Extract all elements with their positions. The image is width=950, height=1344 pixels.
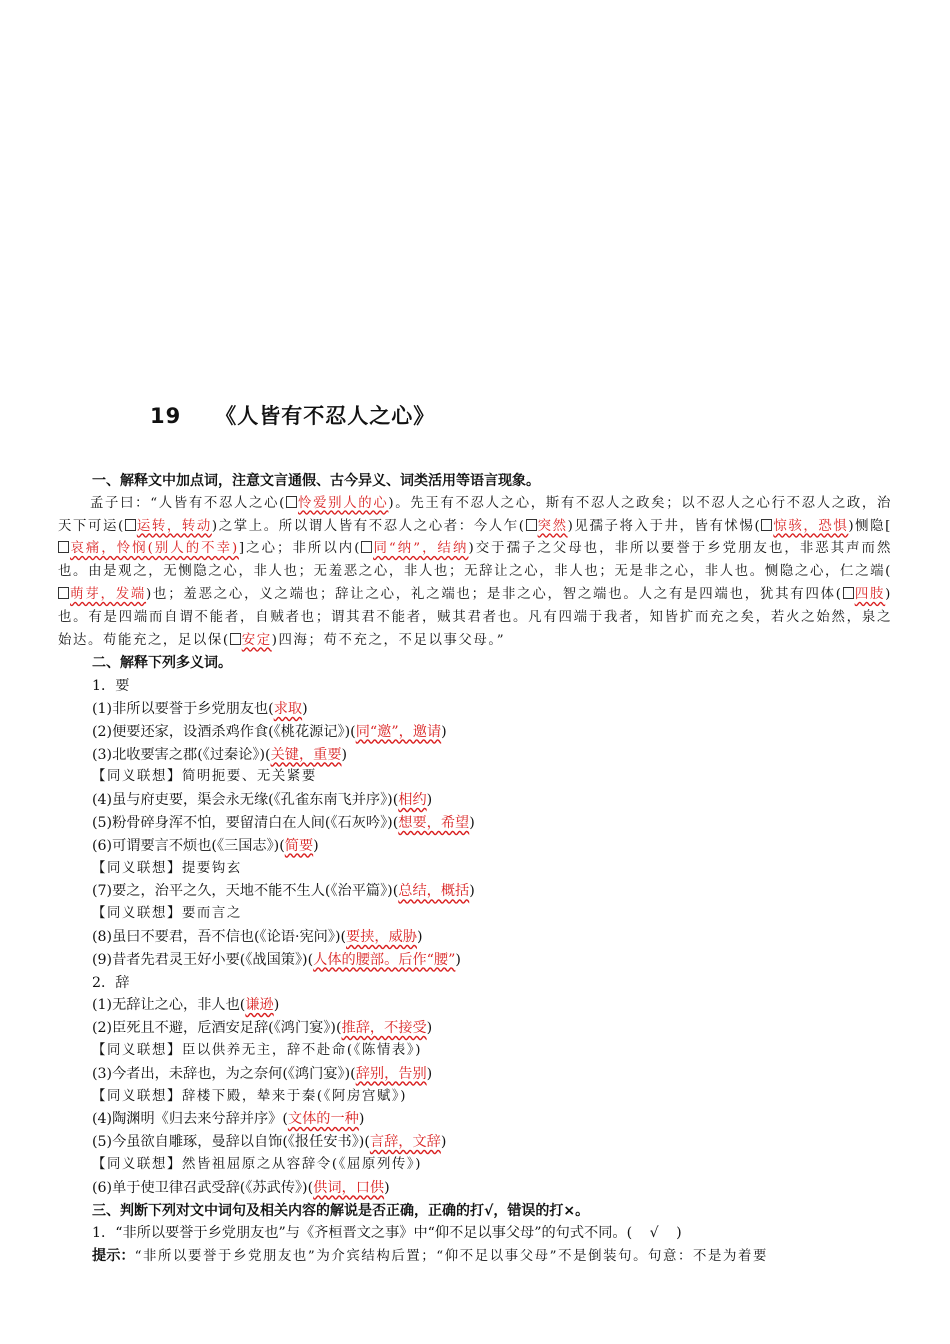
- polysemy-list: [58, 675, 892, 1199]
- item-close: ): [341, 746, 348, 763]
- association-line: 【同义联想】提要钩玄: [92, 860, 242, 876]
- item-close: ): [273, 997, 280, 1014]
- checkbox-icon: [230, 633, 241, 645]
- answer-text: 人体的腰部。后作“腰”: [313, 951, 456, 968]
- list-item: [58, 1017, 892, 1040]
- passage-text: ]之心；非所以内(: [238, 541, 362, 557]
- item-text: (6)可谓要言不烦也(《三国志》)(: [92, 837, 285, 854]
- question-text: 1．“非所以要誉于乡党朋友也”与《齐桓晋文之事》中“仰不足以事父母”的句式不同。(: [92, 1225, 633, 1242]
- item-text: (6)单于使卫律召武受辞(《苏武传》)(: [92, 1179, 314, 1196]
- item-close: ): [313, 837, 319, 854]
- section3-heading: 三、判断下列对文中词句及相关内容的解说是否正确，正确的打√，错误的打×。: [92, 1202, 590, 1219]
- passage-paragraph: [58, 493, 892, 653]
- answer-text: 文体的一种: [287, 1111, 359, 1128]
- list-item: [58, 812, 892, 835]
- answer-text: 相约: [398, 792, 427, 809]
- item-close: ): [416, 928, 423, 945]
- item-close: ): [426, 1020, 433, 1037]
- item-text: (3)北收要害之郡(《过秦论》)(: [92, 746, 271, 763]
- item-text: (7)要之，治平之久，天地不能不生人(《治平篇》)(: [92, 883, 399, 900]
- association-line: 【同义联想】要而言之: [92, 906, 242, 922]
- item-close: ): [455, 951, 461, 968]
- checkbox-icon: [761, 519, 772, 531]
- association-line: 【同义联想】然皆祖屈原之从容辞令(《屈原列传》): [92, 1156, 423, 1172]
- passage-text: )也；羞恶之心，义之端也；辞让之心，礼之端也；是非之心，智之端也。人之有是四端也，犹其有四体(: [146, 586, 843, 602]
- item-text: (8)虽曰不要君，吾不信也(《论语·宪问》)(: [92, 928, 347, 945]
- passage-text: )四海；苟不充之，不足以事父母。”: [271, 632, 506, 648]
- answer-text: 运转，转动: [136, 518, 212, 534]
- list-item: [58, 1131, 892, 1154]
- answer-text: 辞别，告别: [355, 1065, 427, 1082]
- list-item: [58, 721, 892, 744]
- answer-text: 四肢: [854, 586, 886, 602]
- subheading: 1．要: [92, 678, 130, 695]
- item-text: (4)陶渊明《归去来兮辞并序》(: [92, 1111, 288, 1128]
- answer-text: 同“邀”，邀请: [355, 723, 442, 740]
- answer-text: 安定: [241, 632, 272, 648]
- passage-text: )也。有是四端而自谓不能者，自贼者也；谓其君不能者，贼其君者也。凡有四端于我者，知皆扩而充之矣，若火之始然，泉之始达。苟能充之，足以保(: [58, 586, 892, 648]
- item-close: ): [302, 700, 308, 717]
- list-item: [58, 880, 892, 903]
- passage-text: )见孺子将入于井，皆有怵惕(: [567, 518, 762, 534]
- association-line: 【同义联想】简明扼要、无关紧要: [92, 769, 317, 785]
- list-item: [58, 698, 892, 721]
- list-item: [58, 949, 892, 972]
- checkbox-icon: [526, 519, 537, 531]
- item-text: (1)非所以要誉于乡党朋友也(: [92, 700, 274, 717]
- passage-text: )之掌上。所以谓人皆有不忍人之心者：今人乍(: [211, 518, 526, 534]
- lesson-number: 19: [150, 404, 182, 428]
- item-close: ): [469, 883, 475, 900]
- checkbox-icon: [58, 541, 69, 553]
- answer-text: 萌芽，发端: [70, 586, 147, 602]
- checkbox-icon: [58, 587, 69, 599]
- item-close: ): [384, 1179, 390, 1196]
- item-text: (5)粉骨碎身浑不怕，要留清白在人间(《石灰吟》)(: [92, 814, 399, 831]
- section1-heading: 一、解释文中加点词，注意文言通假、古今异义、词类活用等语言现象。: [92, 473, 540, 489]
- item-text: (4)虽与府吏要，渠会永无缘(《孔雀东南飞并序》)(: [92, 792, 399, 809]
- item-text: (5)今虽欲自雕琢，曼辞以自饰(《报任安书》)(: [92, 1134, 370, 1151]
- passage-text: )交于孺子之父母也，非所以要誉于乡党朋友也，非恶其声而然也。由是观之，无恻隐之心，非人也；无羞恶之心，非人也；无辞让之心，非人也；无是非之心，非人也。恻隐之心，仁之端(: [58, 541, 892, 580]
- answer-text: 惊骇，恐惧: [773, 518, 849, 534]
- answer-text: 怜爱别人的心: [297, 495, 389, 511]
- item-close: ): [358, 1111, 365, 1128]
- association-line: 【同义联想】臣以供养无主，辞不赴命(《陈情表》): [92, 1042, 423, 1058]
- passage-text: )。先王有不忍人之心，斯有不忍人之政矣；以不忍人之心行不忍人之政，治天下可运(: [58, 495, 892, 534]
- answer-text: 同“纳”，结纳: [373, 541, 469, 557]
- checkbox-icon: [843, 587, 854, 599]
- passage-text: )恻隐[: [848, 518, 893, 534]
- passage-text: 孟子曰：“人皆有不忍人之心(: [90, 495, 286, 511]
- list-item: [58, 789, 892, 812]
- item-close: ): [426, 1065, 433, 1082]
- answer-text: 要挟，威胁: [346, 928, 417, 945]
- worksheet-content: [58, 470, 892, 1269]
- list-item: [58, 1108, 892, 1131]
- answer-text: 简要: [284, 837, 314, 854]
- item-text: (3)今者出，未辞也，为之奈何(《鸿门宴》)(: [92, 1065, 356, 1082]
- list-item: [58, 835, 892, 858]
- answer-text: 突然: [537, 518, 568, 534]
- lesson-title-text: 《人皆有不忍人之心》: [215, 404, 436, 428]
- checkbox-icon: [125, 519, 136, 531]
- item-close: ): [441, 723, 447, 740]
- item-close: ): [440, 1134, 447, 1151]
- answer-text: 求取: [273, 700, 303, 717]
- checkbox-icon: [361, 541, 372, 553]
- question-close: ): [676, 1225, 682, 1242]
- answer-text: 谦逊: [245, 997, 274, 1014]
- answer-text: 总结，概括: [398, 883, 470, 900]
- item-text: (2)便要还家，设酒杀鸡作食(《桃花源记》)(: [92, 723, 356, 740]
- item-close: ): [469, 814, 475, 831]
- list-item: [58, 1177, 892, 1200]
- list-item: [58, 744, 892, 767]
- list-item: [58, 926, 892, 949]
- answer-text: 关键，重要: [270, 746, 342, 763]
- lesson-title: [150, 400, 435, 430]
- answer-text: 供词，口供: [313, 1179, 385, 1196]
- judgement-question-1: [58, 1222, 892, 1245]
- checkbox-icon: [286, 496, 297, 508]
- list-item: [58, 994, 892, 1017]
- item-text: (2)臣死且不避，卮酒安足辞(《鸿门宴》)(: [92, 1020, 342, 1037]
- hint-text: “非所以要誉于乡党朋友也”为介宾结构后置；“仰不足以事父母”不是倒装句。句意：不是为着要: [134, 1249, 768, 1265]
- list-item: [58, 1063, 892, 1086]
- hint-label: 提示：: [92, 1248, 135, 1265]
- answer-text: 言辞，文辞: [369, 1134, 441, 1151]
- answer-text: 哀痛，怜悯(别人的不幸): [70, 541, 239, 557]
- answer-text: 想要，希望: [398, 814, 470, 831]
- association-line: 【同义联想】辞楼下殿，辇来于秦(《阿房宫赋》): [92, 1088, 408, 1104]
- item-close: ): [426, 792, 433, 809]
- item-text: (1)无辞让之心，非人也(: [92, 997, 246, 1014]
- section2-heading: 二、解释下列多义词。: [92, 655, 232, 672]
- check-mark: √: [649, 1225, 659, 1242]
- item-text: (9)昔者先君灵王好小要(《战国策》)(: [92, 951, 314, 968]
- answer-text: 推辞，不接受: [341, 1020, 427, 1037]
- subheading: 2．辞: [92, 974, 130, 991]
- hint-line: [58, 1245, 892, 1269]
